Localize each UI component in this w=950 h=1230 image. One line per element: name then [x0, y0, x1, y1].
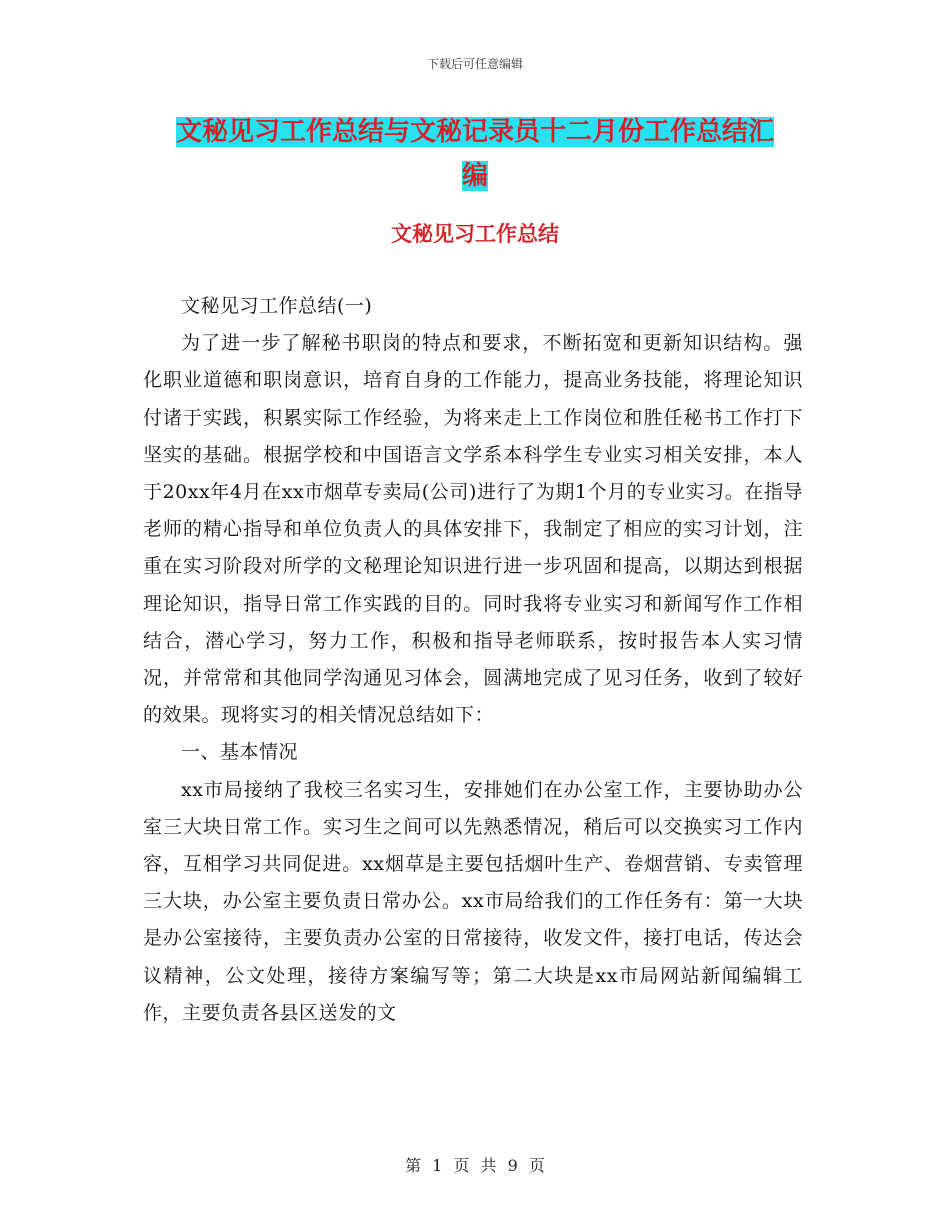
- section-title: 文秘见习工作总结: [391, 221, 559, 246]
- paragraph-intro: 为了进一步了解秘书职岗的特点和要求，不断拓宽和更新知识结构。强化职业道德和职岗意识，培育自身的工作能力，提高业务技能，将理论知识付诸于实践，积累实际工作经验，为将来走上工作岗位和胜任秘书工作打下坚实的基础。根据学校和中国语言文学系本科学生专业实习相关安排，本人于20xx年4月在xx市烟草专卖局(公司)进行了为期1个月的专业实习。在指导老师的精心指导和单位负责人的具体安排下，我制定了相应的实习计划，注重在实习阶段对所学的文秘理论知识进行进一步巩固和提高，以期达到根据理论知识，指导日常工作实践的目的。同时我将专业实习和新闻写作工作相结合，潜心学习，努力工作，积极和指导老师联系，按时报告本人实习情况，并常常和其他同学沟通见习体会，圆满地完成了见习任务，收到了较好的效果。现将实习的相关情况总结如下：: [143, 332, 803, 727]
- paragraph-heading-basic: 一、基本情况: [181, 741, 299, 764]
- document-title: [150, 110, 800, 198]
- document-body: [143, 288, 803, 1032]
- paragraph-subtitle: 文秘见习工作总结(一): [181, 295, 373, 317]
- paragraph-basic-situation: xx市局接纳了我校三名实习生，安排她们在办公室工作，主要协助办公室三大块日常工作。实习生之间可以先熟悉情况，稍后可以交换实习工作内容，互相学习共同促进。xx烟草是主要包括烟叶生产、卷烟营销、专卖管理三大块，办公室主要负责日常办公。xx市局给我们的工作任务有：第一大块是办公室接待，主要负责办公室的日常接待，收发文件，接打电话，传达会议精神，公文处理，接待方案编写等；第二大块是xx市局网站新闻编辑工作，主要负责各县区送发的文: [143, 778, 803, 1024]
- header-note: 下载后可任意编辑: [426, 57, 523, 71]
- document-title-line1: 文秘见习工作总结与文秘记录员十二月份工作总结汇: [175, 117, 774, 147]
- page-footer: 第 1 页 共 9 页: [405, 1156, 545, 1175]
- document-title-line2: 编: [461, 161, 488, 191]
